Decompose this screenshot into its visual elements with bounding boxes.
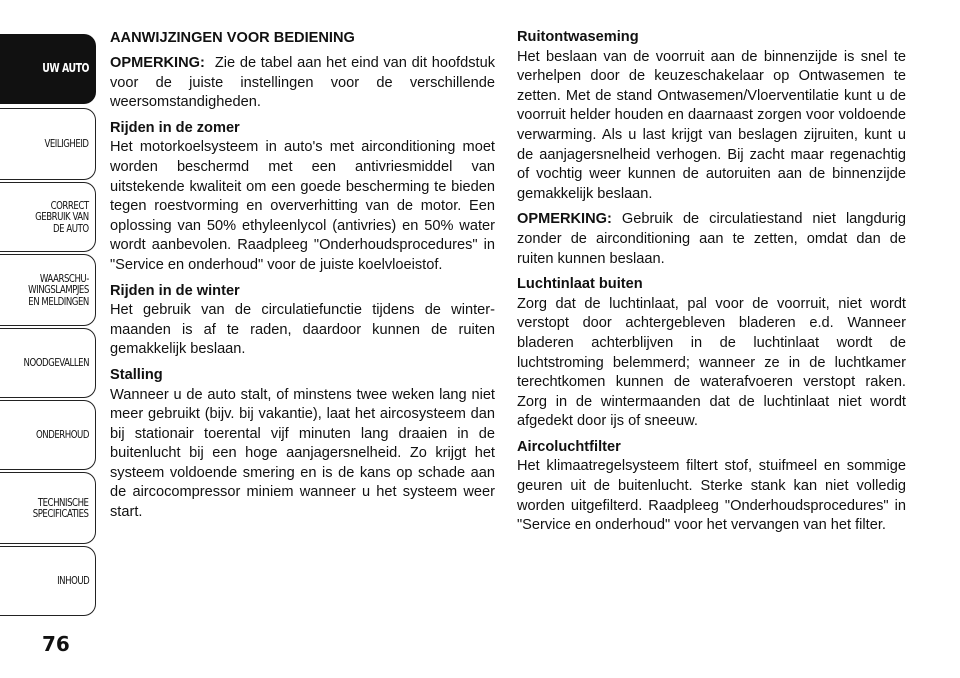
section-title: Ruitontwaseming [517,29,639,45]
tab-correct-gebruik[interactable] [0,182,96,252]
left-column [110,28,495,529]
chapter-tab-bar [0,0,100,678]
tab-label: VEILIGHEID [44,137,89,151]
note-text: Zie de tabel aan het eind van dit hoofdstuk voor de juiste instellingen voor de verschillende weersomstandigheden. [110,55,495,111]
tab-label: TECHNISCHE SPECIFICATIES [33,495,89,520]
section-stalling [110,366,495,523]
tab-label: NOODGEVALLEN [23,356,89,370]
tab-technische-specificaties[interactable] [0,472,96,544]
section-body: Het beslaan van de voorruit aan de binnenzijde is snel te verhelpen door de keuzeschakelaar op Ontwasemen te zetten. Met de stand Ontwasemen/Vloerventilatie kunt u de voorruit helder houden en daarnaast zorgen voor voldoende verwarming. Als u last krijgt van beslagen zijruiten, kunt u de aanjagersnelheid verhogen. Bij zacht maar regenachtig of vochtig weer kunnen de autoruiten aan de binnenzijde gemakkelijk beslaan. [517,48,906,202]
section-body: Het gebruik van de circulatiefunctie tijdens de wintermaanden is af te raden, daardoor kunnen de ruiten gemakkelijk beslaan. [110,302,495,358]
section-body: Wanneer u de auto stalt, of minstens twee weken lang niet meer gebruikt (bijv. bij vakantie), laat het aircosysteem dan bij stationair toerental vijf minuten lang draaien in de buitenlucht bij een hoge aanjagersnelheid. Zo krijgt het systeem voldoende smering en is de kans op schade aan de aircocompressor miniem wanneer u het systeem weer start. [110,386,495,521]
note-label: OPMERKING: [110,55,205,71]
page-title: AANWIJZINGEN VOOR BEDIENING [110,30,355,46]
section-title: Rijden in de zomer [110,119,240,136]
tab-label: ONDERHOUD [35,428,89,442]
section-title: Luchtinlaat buiten [517,276,643,293]
tab-noodgevallen[interactable] [0,328,96,398]
section-title: Rijden in de winter [110,282,240,299]
note-label: OPMERKING: [517,211,612,228]
section-title: Stalling [110,366,163,383]
note-paragraph [517,210,906,269]
section-aircoluchtfilter [517,438,906,536]
section-ruitontwaseming [517,28,906,204]
tab-label: WAARSCHU- WINGSLAMPJES EN MELDINGEN [28,271,89,308]
section-luchtinlaat [517,275,906,432]
tab-label: UW AUTO [42,61,89,76]
tab-label: CORRECT GEBRUIK VAN DE AUTO [35,198,89,235]
section-winter [110,282,495,360]
tab-waarschuwingslampjes[interactable] [0,254,96,326]
note-paragraph [110,54,495,113]
tab-uw-auto[interactable] [0,34,96,104]
section-title: Aircoluchtfilter [517,438,621,455]
section-body: Het klimaatregelsysteem filtert stof, stuifmeel en sommige geuren uit de buitenlucht. Sterke stank kan niet volledig worden uitgefilterd. Raadpleeg "Onderhoudsprocedures" in "Service en onderhoud" voor het vervangen van het filter. [517,458,906,534]
tab-veiligheid[interactable] [0,108,96,180]
section-body: Het motorkoelsysteem in auto's met airconditioning moet worden beschermd met een antivriesmiddel van uitstekende kwaliteit om een goede bescherming te bieden tegen roestvorming en oververhitting van de motor. Een oplossing van 50% ethyleenlycol (antivries) en 50% water wordt aanbevolen. Raadpleeg "Onderhoudsprocedures" in "Service en onderhoud" voor de juiste koelvloeistof. [110,139,495,273]
right-column [517,28,906,542]
section-summer [110,119,495,276]
note-text: Gebruik de circulatiestand niet langdurig zonder de airconditioning aan te zetten, omdat dan de ruiten kunnen beslaan. [517,211,906,267]
page-number: 76 [42,632,70,656]
tab-label: INHOUD [56,574,89,588]
tab-onderhoud[interactable] [0,400,96,470]
tab-inhoud[interactable] [0,546,96,616]
section-body: Zorg dat de luchtinlaat, pal voor de voorruit, niet wordt verstopt door achtergebleven bladeren e.d. Wanneer bladeren achterblijven in de luchtinlaat wordt de luchtstroming belemmerd; wanneer ze in de luchtkamer terechtkomen kunnen de waterafvoeren verstopt raken. Zorg in de wintermaanden dat de luchtinlaat niet wordt afgedekt door ijs of sneeuw. [517,295,906,430]
